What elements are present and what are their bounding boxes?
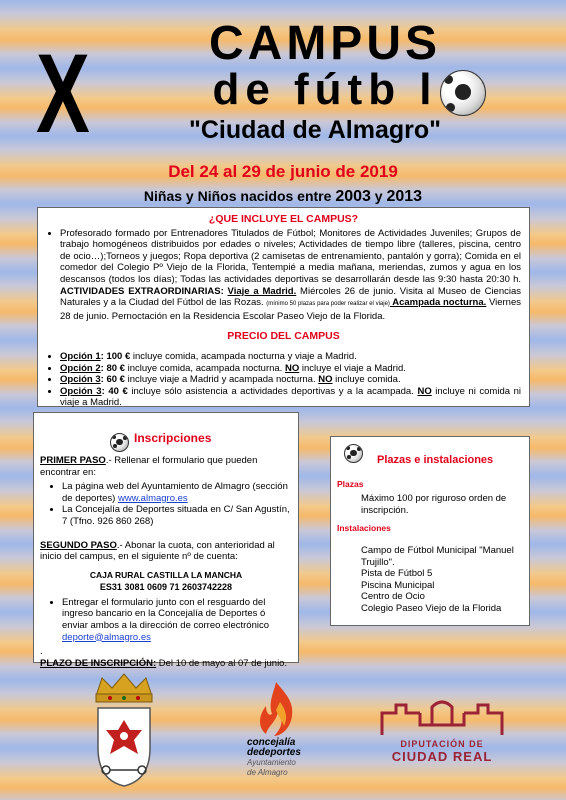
price-title: PRECIO DEL CAMPUS bbox=[227, 330, 340, 343]
campus-dates: Del 24 al 29 de junio de 2019 bbox=[168, 162, 398, 181]
list-item: • La Concejalía de Deportes situada en C/ San Agustín, 7 (Tfno. 926 860 268) bbox=[62, 504, 292, 527]
title-ciudad-de-almagro: "Ciudad de Almagro" bbox=[189, 116, 441, 144]
soccer-ball-icon bbox=[344, 444, 363, 463]
concejalia-flame-logo-icon bbox=[246, 680, 306, 740]
inscripciones-box bbox=[33, 412, 299, 669]
soccer-ball-icon bbox=[440, 70, 486, 116]
step-one: PRIMER PASO.- Rellenar el formulario que pueden encontrar en: bbox=[40, 455, 258, 478]
svg-text:DIPUTACIÓN DE: DIPUTACIÓN DE bbox=[400, 739, 484, 749]
campus-info-box bbox=[37, 207, 530, 407]
list-item: Centro de Ocio bbox=[361, 591, 425, 603]
instalaciones-label: Instalaciones bbox=[337, 523, 391, 533]
price-option: • Opción 3: 40 € incluye sólo asistencia a actividades deportivas y a la acampada. NO incluye ni comida ni viaje a Madrid. bbox=[60, 386, 521, 409]
diputacion-ciudad-real-logo-icon bbox=[372, 695, 512, 765]
instalaciones-list bbox=[361, 545, 521, 615]
list-item: • La página web del Ayuntamiento de Almagro (sección de deportes) www.almagro.es bbox=[62, 481, 292, 504]
includes-item: • Profesorado formado por Entrenadores Titulados de Fútbol; Monitores de Actividades Juveniles; Grupos de trabajo homogéneos distribuidos por edades o niveles; Actividades de tiempo libre (talleres, piscina, centro de ocio…);Torneos y juegos; Ropa deportiva (2 camisetas de entrenamiento, pantalón y gorra); Comida en el comedor del Colegio Pº Viejo de la Florida, Tentempié a media mañana, meriendas, zumos y agua en los descansos (todos los días); Todas las actividades deportivas se desarrollarán desde las 9:30 hasta 20:30 h. ACTIVIDADES EXTRAORDINARIAS: Viaje a Madrid. Miércoles 26 de junio. Visita al Museo de Ciencias Naturales y a la Ciudad del Fútbol de las Rozas. (mínimo 50 plazas para poder realizar el viaje) Acampada nocturna. Viernes 28 de junio. Pernoctación en la Residencia Escolar Paseo Viejo de la Florida. bbox=[60, 228, 521, 323]
price-option: • Opción 3: 60 € incluye viaje a Madrid y acampada nocturna. NO incluye comida. bbox=[60, 374, 521, 386]
price-option: • Opción 1: 100 € incluye comida, acampada nocturna y viaje a Madrid. bbox=[60, 351, 521, 363]
concejalia-wordmark: concejalía dedeportes Ayuntamiento de Almagro bbox=[247, 737, 301, 777]
roman-numeral-x: X bbox=[36, 31, 90, 156]
deadline: PLAZO DE INSCRIPCIÓN: Del 10 de mayo al 07 de junio. bbox=[40, 657, 288, 669]
plazas-box bbox=[330, 436, 530, 626]
plazas-label: Plazas bbox=[337, 479, 364, 489]
plazas-text: Máximo 100 por riguroso orden de inscripción. bbox=[361, 493, 507, 516]
age-range: Niñas y Niños nacidos entre 2003 y 2013 bbox=[143, 188, 423, 205]
website-link[interactable]: www.almagro.es bbox=[117, 492, 188, 504]
plazas-title: Plazas e instalaciones bbox=[377, 454, 494, 466]
almagro-coat-of-arms-icon bbox=[88, 670, 160, 788]
soccer-ball-icon bbox=[110, 433, 129, 452]
list-item: Campo de Fútbol Municipal "Manuel Trujillo". bbox=[361, 545, 514, 568]
step-two: SEGUNDO PASO.- Abonar la cuota, con anterioridad al inicio del campus, en el siguiente nº de cuenta: bbox=[40, 539, 275, 563]
list-item: Piscina Municipal bbox=[361, 579, 435, 591]
price-options bbox=[38, 351, 529, 409]
list-item: • Entregar el formulario junto con el resguardo del ingreso bancario en la Concejalía de Deportes ó enviar ambos a la dirección de correo electrónico deporte@almagro.es bbox=[62, 597, 292, 643]
inscripciones-title: Inscripciones bbox=[134, 431, 212, 445]
bank-details: CAJA RURAL CASTILLA LA MANCHA ES31 3081 0609 71 2603742228 bbox=[89, 569, 243, 592]
includes-title: ¿QUE INCLUYE EL CAMPUS? bbox=[208, 213, 359, 225]
title-campus: CAMPUS bbox=[208, 17, 441, 70]
list-item: Colegio Paseo Viejo de la Florida bbox=[361, 602, 502, 614]
title-de-futbol: de fútb l bbox=[212, 65, 438, 114]
price-option: • Opción 2: 80 € incluye comida, acampada nocturna. NO incluye el viaje a Madrid. bbox=[60, 363, 521, 375]
svg-text:CIUDAD REAL: CIUDAD REAL bbox=[391, 749, 493, 764]
list-item: Pista de Fútbol 5 bbox=[361, 568, 433, 580]
stray-dot: . bbox=[40, 646, 43, 658]
email-link[interactable]: deporte@almagro.es bbox=[62, 631, 151, 643]
